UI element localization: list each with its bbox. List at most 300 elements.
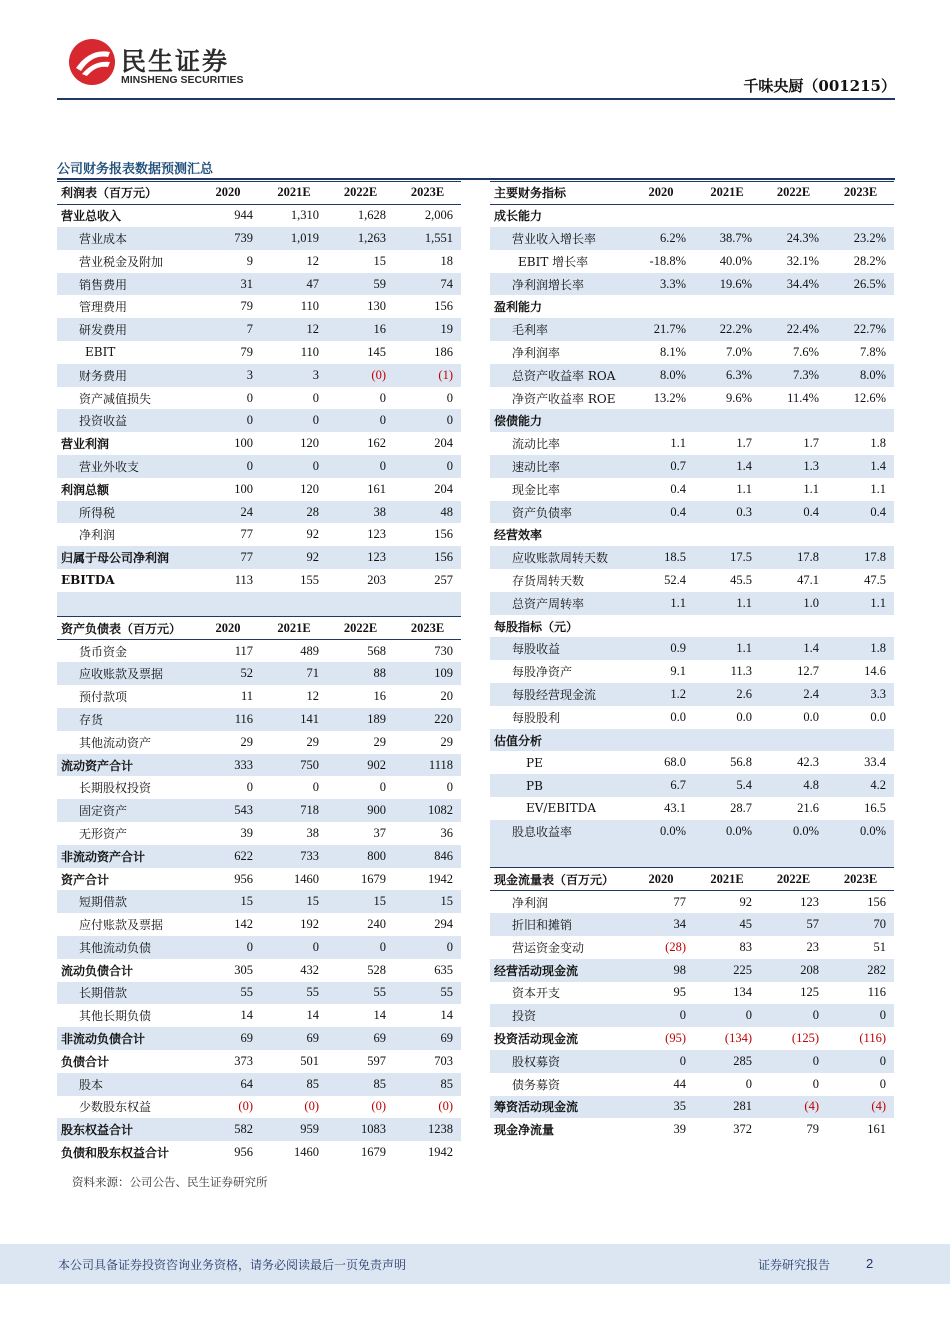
- row-label: 应付账款及票据: [79, 918, 164, 933]
- row-value: 7.8%: [859, 344, 886, 359]
- row-label: 应收账款周转天数: [490, 546, 628, 569]
- table-row: [490, 318, 894, 341]
- logo-english-name: MINSHENG SECURITIES: [121, 74, 244, 86]
- row-value: [827, 523, 894, 546]
- row-value: 0.9: [628, 637, 694, 660]
- row-value: 14: [240, 1008, 253, 1023]
- row-value: 55: [394, 982, 461, 1005]
- table-row: [490, 1096, 894, 1119]
- row-value: 18: [440, 253, 453, 268]
- row-value: 156: [434, 299, 453, 314]
- year-header: 2023E: [394, 182, 461, 205]
- row-value: 944: [234, 208, 253, 223]
- table-row: [57, 364, 461, 387]
- row-value: 47.5: [864, 572, 886, 587]
- row-label: 总资产收益率 ROA: [490, 364, 628, 387]
- footer-disclaimer: 本公司具备证券投资咨询业务资格，请务必阅读最后一页免责声明: [58, 1258, 407, 1272]
- row-value: 35: [628, 1096, 694, 1119]
- table-row: [490, 936, 894, 959]
- row-value: 116: [195, 708, 261, 731]
- row-value: 24: [195, 501, 261, 524]
- row-value: 0: [195, 936, 261, 959]
- row-value: 13.2%: [653, 390, 686, 405]
- row-value: 31: [195, 273, 261, 296]
- spacer-cell: [694, 843, 760, 868]
- row-value: 12: [306, 689, 319, 704]
- table-row: [57, 318, 461, 341]
- row-label: 速动比率: [490, 455, 628, 478]
- row-label: 股息收益率: [490, 820, 628, 843]
- table-row: [490, 227, 894, 250]
- row-label: 营业成本: [57, 227, 195, 250]
- row-value: 110: [300, 299, 319, 314]
- row-value: 2.6: [694, 683, 760, 706]
- row-value: 0.4: [760, 501, 827, 524]
- table-row: [490, 1027, 894, 1050]
- row-value: 45.5: [730, 572, 752, 587]
- row-value: 14: [373, 1008, 386, 1023]
- row-value: 141: [261, 708, 327, 731]
- table-row: [490, 1004, 894, 1027]
- right-financial-table: [490, 181, 894, 1141]
- row-value: 0: [379, 780, 386, 795]
- year-header: 2021E: [261, 182, 327, 205]
- row-value: [827, 204, 894, 227]
- row-label: 股东权益合计: [57, 1118, 195, 1141]
- table-row: [490, 569, 894, 592]
- row-value: 203: [367, 572, 386, 587]
- row-value: 29: [440, 734, 453, 749]
- row-value: 0: [327, 936, 394, 959]
- balance-header-row: [57, 617, 461, 640]
- row-value: 1.4: [694, 455, 760, 478]
- row-value: 14: [306, 1008, 319, 1023]
- row-value: 0: [394, 409, 461, 432]
- row-label: 非流动负债合计: [57, 1027, 195, 1050]
- table-row: [490, 774, 894, 797]
- stock-title: 千味央厨（001215）: [743, 77, 896, 95]
- row-value: 1.7: [736, 436, 752, 451]
- row-label: 毛利率: [490, 318, 628, 341]
- row-label: 股本: [57, 1073, 195, 1096]
- row-label: 经营效率: [494, 528, 543, 543]
- section-title: 公司财务报表数据预测汇总: [57, 162, 214, 177]
- row-value: 0: [446, 390, 453, 405]
- table-row: [490, 295, 894, 318]
- row-value: 204: [434, 481, 453, 496]
- row-value: 1118: [394, 754, 461, 777]
- row-value: 16: [327, 318, 394, 341]
- table-row: [490, 204, 894, 227]
- table-row: [57, 936, 461, 959]
- row-value: 142: [234, 917, 253, 932]
- row-value: 51: [873, 939, 886, 954]
- row-value: 635: [434, 962, 453, 977]
- row-value: 305: [234, 962, 253, 977]
- row-value: 294: [434, 917, 453, 932]
- year-header: 2022E: [760, 868, 827, 891]
- row-value: 8.0%: [827, 364, 894, 387]
- row-value: 0: [195, 455, 261, 478]
- row-value: 98: [628, 959, 694, 982]
- row-value: 6.7: [628, 774, 694, 797]
- row-value: 1082: [394, 799, 461, 822]
- table-row: [57, 501, 461, 524]
- row-value: 17.5: [694, 546, 760, 569]
- row-value: (0): [238, 1099, 253, 1114]
- row-value: 23: [806, 939, 819, 954]
- row-value: -18.8%: [649, 253, 686, 268]
- row-value: 7.3%: [760, 364, 827, 387]
- table-row: [490, 1050, 894, 1073]
- table-row: [57, 478, 461, 501]
- row-value: [628, 523, 694, 546]
- row-value: 69: [195, 1027, 261, 1050]
- row-value: 0: [379, 390, 386, 405]
- row-value: 33.4: [864, 755, 886, 770]
- year-header: 2022E: [327, 182, 394, 205]
- row-value: (0): [371, 1099, 386, 1114]
- row-value: [827, 729, 894, 752]
- row-value: 582: [195, 1118, 261, 1141]
- row-value: 1.1: [694, 637, 760, 660]
- row-value: 5.4: [694, 774, 760, 797]
- table-row: [57, 890, 461, 913]
- row-value: 64: [195, 1073, 261, 1096]
- table-row: [490, 982, 894, 1005]
- row-value: 12.6%: [853, 390, 886, 405]
- row-value: 0.0%: [628, 820, 694, 843]
- row-value: [628, 295, 694, 318]
- row-value: 77: [673, 894, 686, 909]
- row-value: 29: [373, 734, 386, 749]
- row-value: 34: [628, 913, 694, 936]
- year-header: 2021E: [694, 182, 760, 205]
- row-label: 流动资产合计: [57, 754, 195, 777]
- row-label: 资产负债率: [490, 501, 628, 524]
- row-value: 156: [434, 527, 453, 542]
- row-value: (1): [394, 364, 461, 387]
- row-label: 所得税: [57, 501, 195, 524]
- row-value: 1679: [361, 1145, 386, 1160]
- row-value: 161: [867, 1122, 886, 1137]
- table-row: [57, 1096, 461, 1119]
- spacer-cell: [490, 843, 628, 868]
- row-value: 0.0: [736, 709, 752, 724]
- left-financial-table: [57, 181, 461, 1164]
- row-value: 40.0%: [719, 253, 752, 268]
- row-value: 22.4%: [760, 318, 827, 341]
- page-footer: [0, 1244, 950, 1284]
- row-value: 83: [739, 939, 752, 954]
- row-value: 543: [195, 799, 261, 822]
- row-value: [694, 295, 760, 318]
- row-value: 85: [394, 1073, 461, 1096]
- row-value: 4.8: [760, 774, 827, 797]
- row-label: 每股指标（元）: [494, 619, 579, 634]
- table-title: 主要财务指标: [490, 182, 628, 205]
- table-row: [490, 546, 894, 569]
- row-value: 29: [306, 734, 319, 749]
- row-value: [760, 615, 827, 638]
- row-value: 39: [673, 1122, 686, 1137]
- row-value: 52.4: [664, 572, 686, 587]
- table-row: [490, 959, 894, 982]
- row-value: [694, 729, 760, 752]
- row-value: 1679: [361, 871, 386, 886]
- row-value: 1.1: [670, 436, 686, 451]
- row-value: 17.8: [760, 546, 827, 569]
- row-value: 28: [261, 501, 327, 524]
- row-value: 28.2%: [853, 253, 886, 268]
- row-value: 162: [367, 436, 386, 451]
- row-value: 19.6%: [694, 273, 760, 296]
- row-value: 1.2: [628, 683, 694, 706]
- row-value: 0: [745, 1076, 752, 1091]
- row-value: 0.0: [670, 709, 686, 724]
- table-row: [57, 204, 461, 227]
- row-label: 研发费用: [57, 318, 195, 341]
- row-value: 1942: [428, 1145, 453, 1160]
- row-value: 29: [240, 734, 253, 749]
- row-value: (134): [724, 1031, 752, 1046]
- row-value: 0: [246, 780, 253, 795]
- row-value: 18.5: [628, 546, 694, 569]
- row-value: 739: [195, 227, 261, 250]
- row-value: 77: [195, 546, 261, 569]
- row-value: 19: [394, 318, 461, 341]
- row-value: 285: [694, 1050, 760, 1073]
- row-value: 750: [261, 754, 327, 777]
- row-value: (0): [327, 364, 394, 387]
- row-value: (125): [791, 1031, 819, 1046]
- row-value: (95): [665, 1031, 686, 1046]
- row-label: 其他长期负债: [79, 1009, 152, 1024]
- table-row: [57, 776, 461, 799]
- row-value: 69: [327, 1027, 394, 1050]
- year-header: 2023E: [394, 617, 461, 640]
- table-row: [490, 250, 894, 273]
- row-value: 123: [367, 527, 386, 542]
- table-row: [490, 797, 894, 820]
- row-value: 192: [300, 917, 319, 932]
- row-label: 债务募资: [512, 1077, 561, 1092]
- row-label: 净利润增长率: [490, 273, 628, 296]
- row-value: 7: [195, 318, 261, 341]
- row-label: PB: [490, 774, 628, 797]
- row-label: 投资活动现金流: [494, 1032, 579, 1047]
- row-label: 资产减值损失: [79, 391, 152, 406]
- row-value: 155: [300, 572, 319, 587]
- row-value: 34.4%: [760, 273, 827, 296]
- row-value: 42.3: [797, 755, 819, 770]
- row-value: 1238: [394, 1118, 461, 1141]
- row-value: 0: [394, 936, 461, 959]
- row-label: 少数股东权益: [79, 1100, 152, 1115]
- table-row: [57, 913, 461, 936]
- row-value: 15: [373, 253, 386, 268]
- row-value: (4): [760, 1096, 827, 1119]
- row-value: 109: [394, 662, 461, 685]
- row-label: 短期借款: [57, 890, 195, 913]
- row-value: 57: [760, 913, 827, 936]
- row-value: 1.1: [870, 481, 886, 496]
- row-label: 管理费用: [79, 300, 128, 315]
- row-value: 69: [261, 1027, 327, 1050]
- row-value: 38: [327, 501, 394, 524]
- table-row: [490, 364, 894, 387]
- row-value: 257: [434, 572, 453, 587]
- table-row: [490, 706, 894, 729]
- row-label: EBITDA: [61, 573, 115, 588]
- row-label: 每股净资产: [512, 665, 573, 680]
- row-label: 估值分析: [490, 729, 628, 752]
- row-value: 0.7: [628, 455, 694, 478]
- row-value: 45: [694, 913, 760, 936]
- row-value: 1.4: [760, 637, 827, 660]
- row-label: 流动负债合计: [61, 963, 134, 978]
- row-value: 0: [879, 1076, 886, 1091]
- footer-report-type: 证券研究报告: [758, 1258, 831, 1272]
- row-label: 其他流动负债: [57, 936, 195, 959]
- row-value: 3: [195, 364, 261, 387]
- table-row: [57, 455, 461, 478]
- row-label: 资本开支: [512, 986, 561, 1001]
- table-row: [57, 1141, 461, 1164]
- minsheng-logo-icon: [68, 38, 116, 86]
- row-label: 营业利润: [61, 437, 110, 452]
- row-value: 9: [246, 253, 253, 268]
- year-header: 2020: [628, 182, 694, 205]
- spacer-cell: [628, 843, 694, 868]
- row-value: 47.1: [797, 572, 819, 587]
- table-row: [57, 959, 461, 982]
- row-value: 703: [434, 1053, 453, 1068]
- source-note: 资料来源：公司公告、民生证券研究所: [72, 1175, 268, 1189]
- table-row: [57, 227, 461, 250]
- table-row: [57, 1027, 461, 1050]
- row-value: 4.2: [827, 774, 894, 797]
- row-value: 32.1%: [786, 253, 819, 268]
- table-row: [490, 890, 894, 913]
- row-value: 0: [827, 1004, 894, 1027]
- row-label: 其他流动资产: [79, 735, 152, 750]
- row-value: 959: [261, 1118, 327, 1141]
- row-value: 100: [234, 436, 253, 451]
- spacer-cell: [394, 592, 461, 617]
- table-row: [490, 751, 894, 774]
- row-value: 24.3%: [760, 227, 827, 250]
- row-label: 营业税金及附加: [79, 254, 164, 269]
- row-label: 销售费用: [57, 273, 195, 296]
- row-value: 373: [234, 1053, 253, 1068]
- row-value: 15: [261, 890, 327, 913]
- table-row: [490, 637, 894, 660]
- table-row: [490, 1073, 894, 1096]
- row-value: 2.4: [760, 683, 827, 706]
- row-value: 240: [367, 917, 386, 932]
- row-value: 333: [195, 754, 261, 777]
- row-label: 财务费用: [57, 364, 195, 387]
- table-row: [57, 387, 461, 410]
- row-label: 货币资金: [79, 644, 128, 659]
- row-label: 总资产周转率: [490, 592, 628, 615]
- table-row: [57, 295, 461, 318]
- row-value: 6.2%: [628, 227, 694, 250]
- row-value: 208: [760, 959, 827, 982]
- table-row: [57, 731, 461, 754]
- table-row: [490, 341, 894, 364]
- row-label: 固定资产: [57, 799, 195, 822]
- row-value: 9.1: [670, 664, 686, 679]
- row-value: 846: [394, 845, 461, 868]
- table-row: [490, 432, 894, 455]
- row-value: 15: [327, 890, 394, 913]
- row-label: 净利润: [79, 528, 116, 543]
- row-value: 1,263: [327, 227, 394, 250]
- table-row: [490, 523, 894, 546]
- row-value: 79: [806, 1122, 819, 1137]
- row-value: 113: [234, 572, 253, 587]
- row-value: 8.0%: [628, 364, 694, 387]
- row-value: 0.0%: [760, 820, 827, 843]
- header-divider: [57, 98, 895, 100]
- row-value: 145: [367, 344, 386, 359]
- table-row: [490, 592, 894, 615]
- row-value: 22.7%: [827, 318, 894, 341]
- row-value: 1,019: [261, 227, 327, 250]
- row-label: 每股经营现金流: [490, 683, 628, 706]
- row-label: 筹资活动现金流: [490, 1096, 628, 1119]
- table-spacer: [57, 592, 461, 617]
- row-value: 12: [261, 318, 327, 341]
- row-label: 存货: [57, 708, 195, 731]
- row-value: 11.3: [730, 664, 752, 679]
- row-value: 17.8: [827, 546, 894, 569]
- row-label: 长期借款: [57, 982, 195, 1005]
- spacer-cell: [195, 592, 261, 617]
- row-value: [760, 295, 827, 318]
- spacer-cell: [57, 592, 195, 617]
- row-value: 79: [240, 299, 253, 314]
- row-value: 186: [434, 344, 453, 359]
- income-header-row: [57, 182, 461, 205]
- table-row: [490, 660, 894, 683]
- row-value: 0.3: [694, 501, 760, 524]
- row-value: 7.6%: [792, 344, 819, 359]
- cashflow-header-row: [490, 868, 894, 891]
- row-label: 营业收入增长率: [490, 227, 628, 250]
- table-row: [490, 409, 894, 432]
- row-value: 125: [800, 985, 819, 1000]
- row-label: 负债和股东权益合计: [61, 1146, 170, 1161]
- row-value: (0): [438, 1099, 453, 1114]
- row-value: 14.6: [864, 664, 886, 679]
- row-value: 43.1: [664, 800, 686, 815]
- row-value: 100: [234, 481, 253, 496]
- row-value: 1.8: [870, 436, 886, 451]
- row-value: 161: [367, 481, 386, 496]
- row-value: 11: [240, 689, 253, 704]
- table-row: [57, 754, 461, 777]
- row-value: 0.4: [827, 501, 894, 524]
- row-label: 流动比率: [512, 437, 561, 452]
- year-header: 2020: [628, 868, 694, 891]
- row-value: 1,310: [290, 208, 319, 223]
- row-value: 130: [367, 299, 386, 314]
- row-value: 568: [367, 643, 386, 658]
- table-row: [57, 409, 461, 432]
